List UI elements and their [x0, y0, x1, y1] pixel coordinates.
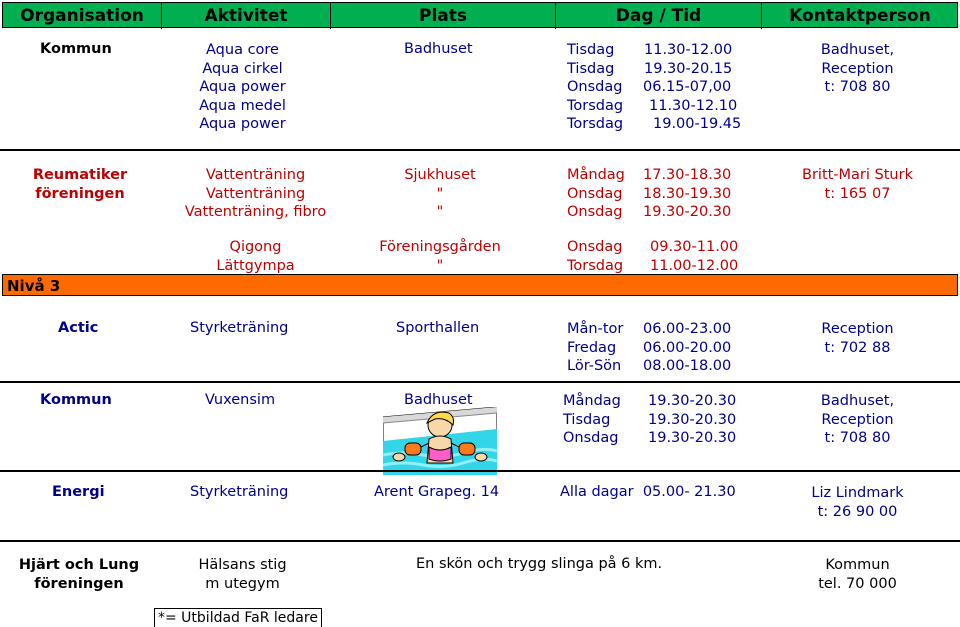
row-divider [0, 381, 960, 383]
activity-item: Vattenträning [205, 167, 306, 183]
day-item: Fredag [567, 339, 617, 356]
activity-item: Lättgympa [216, 257, 295, 274]
day-list [567, 238, 623, 275]
time-item: 19.30-20.30 [648, 430, 737, 446]
org-kommun: Kommun [40, 41, 112, 57]
contact [790, 320, 925, 357]
time-item: 19.30-20.30 [648, 393, 737, 409]
org-line: föreningen [34, 575, 124, 592]
org-hjart-lung [12, 556, 146, 593]
activity-item: Aqua cirkel [202, 60, 283, 77]
contact [790, 166, 925, 203]
day-item: Onsdag [563, 430, 619, 446]
day-item: Onsdag [567, 239, 623, 255]
place-list [370, 238, 510, 275]
place-item: " [436, 204, 444, 220]
activity-item: Aqua core [206, 42, 279, 58]
activity-item: Vattenträning, fibro [184, 204, 327, 220]
org-line: föreningen [35, 185, 125, 202]
day-item: Onsdag [567, 204, 623, 220]
place-item: " [436, 257, 444, 274]
contact-line: Kommun [825, 557, 890, 573]
day-item: Måndag [567, 167, 625, 183]
header-contact: Kontaktperson [789, 6, 931, 26]
day-item: Torsdag [567, 257, 624, 274]
org-kommun: Kommun [40, 392, 112, 408]
day-item: Tisdag [567, 60, 615, 77]
day-item: Lör-Sön [567, 358, 622, 374]
header-place: Plats [418, 6, 467, 26]
time-item: 19.30-20.15 [644, 60, 733, 77]
contact-line: t: 708 80 [824, 430, 891, 446]
day-list [567, 41, 623, 134]
time-list [643, 166, 731, 222]
day-list [567, 166, 625, 222]
activity-list [190, 41, 295, 134]
place: Sporthallen [396, 320, 480, 336]
place-item: Föreningsgården [379, 239, 501, 255]
header-org: Organisation [20, 6, 144, 26]
footnote: *= Utbildad FaR ledare [154, 608, 322, 627]
level-label: Nivå 3 [7, 277, 61, 295]
time-list [650, 238, 738, 275]
time-item: 06.00-23.00 [643, 321, 732, 337]
time-item: 09.30-11.00 [650, 239, 739, 255]
contact-line: t: 708 80 [824, 79, 891, 95]
header-activity: Aktivitet [204, 6, 288, 26]
org-line: Reumatiker [32, 167, 128, 183]
day-item: Onsdag [567, 185, 623, 202]
org-energi: Energi [52, 484, 105, 500]
activity-list [178, 166, 333, 222]
day-list [567, 320, 623, 376]
place-item: Sjukhuset [404, 167, 476, 183]
contact-line: Britt-Mari Sturk [802, 167, 913, 183]
time-item: 19.30-20.30 [648, 411, 737, 428]
activity: Vuxensim [205, 392, 276, 408]
day-item: Torsdag [567, 116, 624, 132]
place: Badhuset [404, 41, 473, 57]
day-time: Alla dagar 05.00- 21.30 [560, 484, 736, 500]
contact-line: t: 702 88 [824, 339, 891, 356]
table-header [2, 2, 958, 28]
contact-line: Reception [821, 411, 894, 428]
day-list [563, 392, 621, 448]
time-list [643, 41, 741, 134]
header-day-time: Dag / Tid [615, 6, 702, 26]
contact-line: Liz Lindmark [811, 485, 904, 501]
contact-line: Reception [821, 321, 894, 337]
time-item: 11.30-12.00 [644, 42, 733, 58]
day-item: Onsdag [567, 79, 623, 95]
description: En skön och trygg slinga på 6 km. [416, 556, 663, 572]
time-item: 17.30-18.30 [643, 167, 732, 183]
contact-line: Badhuset, [820, 393, 895, 409]
time-list [648, 392, 736, 448]
row-divider [0, 540, 960, 542]
place: Badhuset [404, 392, 473, 408]
day-item: Torsdag [567, 97, 624, 114]
contact-line: Reception [821, 60, 894, 77]
time-item: 18.30-19.30 [643, 185, 732, 202]
org-actic: Actic [58, 320, 99, 336]
row-divider [0, 470, 960, 472]
swimmer-illustration [383, 407, 497, 475]
contact [790, 484, 925, 521]
org-line: Hjärt och Lung [18, 557, 140, 573]
contact-line: t: 165 07 [824, 185, 891, 202]
org-reumatiker [22, 166, 138, 203]
activity-item: Qigong [229, 239, 282, 255]
activity-line: Hälsans stig [198, 557, 287, 573]
day-item: Mån-tor [567, 321, 624, 337]
day-item: Måndag [563, 393, 621, 409]
day-item: Tisdag [567, 42, 615, 58]
activity-item: Aqua medel [199, 97, 286, 114]
time-item: 06.15-07,00 [643, 79, 732, 95]
day-item: Tisdag [563, 411, 611, 428]
place-item: " [436, 185, 444, 202]
activity [180, 556, 305, 593]
time-item: 19.30-20.30 [643, 204, 732, 220]
contact-line: t: 26 90 00 [817, 503, 898, 520]
activity-list [178, 238, 333, 275]
place: Arent Grapeg. 14 [374, 484, 500, 500]
contact-line: tel. 70 000 [818, 575, 897, 592]
contact [790, 392, 925, 448]
contact [790, 556, 925, 593]
time-item: 06.00-20.00 [643, 339, 732, 356]
activity-item: Aqua power [199, 79, 286, 95]
time-list [643, 320, 731, 376]
time-item: 19.00-19.45 [653, 116, 742, 132]
row-divider [0, 149, 960, 151]
place-list [385, 166, 495, 222]
time-item: 11.30-12.10 [649, 97, 738, 114]
time-item: 11.00-12.00 [650, 257, 739, 274]
activity-item: Aqua power [199, 116, 286, 132]
level-bar [2, 274, 958, 296]
time-item: 08.00-18.00 [643, 358, 732, 374]
contact [790, 41, 925, 97]
activity: Styrketräning [190, 320, 289, 336]
activity-line: m utegym [205, 575, 280, 592]
activity: Styrketräning [190, 484, 289, 500]
contact-line: Badhuset, [820, 42, 895, 58]
activity-item: Vattenträning [205, 185, 306, 202]
